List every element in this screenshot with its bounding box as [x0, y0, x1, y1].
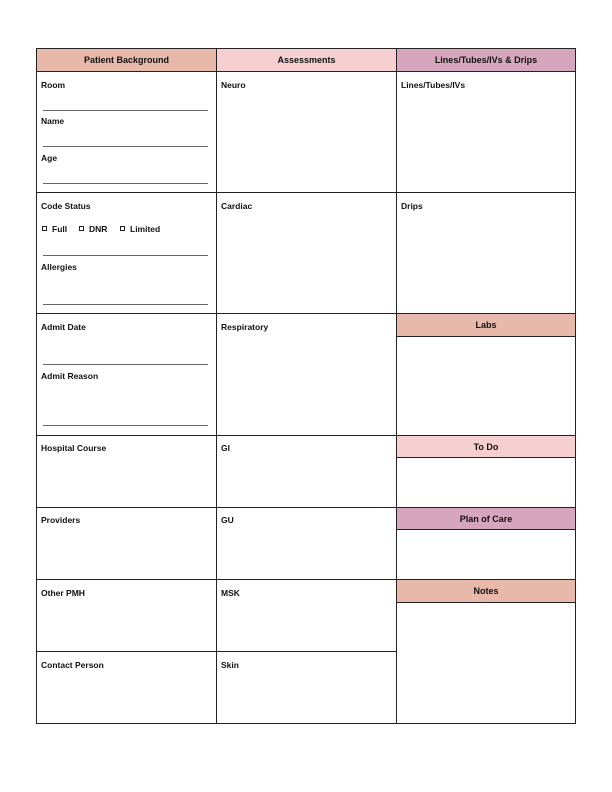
row-divider-5	[36, 579, 396, 580]
label-name: Name	[41, 116, 65, 126]
sheet-frame	[36, 48, 576, 724]
label-admit-reason: Admit Reason	[41, 371, 99, 381]
code-full-label: Full	[52, 224, 68, 234]
column-divider-1	[216, 48, 217, 724]
label-gu: GU	[221, 515, 234, 525]
row-divider-2	[36, 313, 396, 314]
header-patient-background: Patient Background	[37, 49, 216, 72]
label-admit-date: Admit Date	[41, 322, 86, 332]
label-contact-person: Contact Person	[41, 660, 104, 670]
age-field[interactable]	[43, 183, 208, 184]
label-msk: MSK	[221, 588, 240, 598]
label-lines-tubes-ivs: Lines/Tubes/IVs	[401, 80, 466, 90]
allergies-field[interactable]	[43, 304, 208, 305]
label-drips: Drips	[401, 201, 423, 211]
header-notes: Notes	[397, 580, 575, 603]
code-limited-checkbox[interactable]	[120, 226, 125, 231]
label-gi: GI	[221, 443, 230, 453]
row-divider-3	[36, 435, 396, 436]
code-dnr-checkbox[interactable]	[79, 226, 84, 231]
label-providers: Providers	[41, 515, 81, 525]
label-skin: Skin	[221, 660, 239, 670]
code-dnr-label: DNR	[89, 224, 108, 234]
row-divider-6	[36, 651, 396, 652]
header-labs: Labs	[397, 314, 575, 337]
label-allergies: Allergies	[41, 262, 77, 272]
admit-date-field[interactable]	[43, 364, 208, 365]
code-status-field[interactable]	[43, 255, 208, 256]
header-plan-of-care: Plan of Care	[397, 508, 575, 530]
code-full-checkbox[interactable]	[42, 226, 47, 231]
row-divider-1	[36, 192, 576, 193]
label-code-status: Code Status	[41, 201, 91, 211]
label-other-pmh: Other PMH	[41, 588, 85, 598]
label-age: Age	[41, 153, 58, 163]
label-cardiac: Cardiac	[221, 201, 253, 211]
header-lines-drips: Lines/Tubes/IVs & Drips	[397, 49, 575, 72]
name-field[interactable]	[43, 146, 208, 147]
row-divider-4	[36, 507, 396, 508]
column-divider-2	[396, 48, 397, 724]
label-hospital-course: Hospital Course	[41, 443, 107, 453]
room-field[interactable]	[43, 110, 208, 111]
header-todo: To Do	[397, 436, 575, 458]
label-room: Room	[41, 80, 66, 90]
label-respiratory: Respiratory	[221, 322, 269, 332]
code-limited-label: Limited	[130, 224, 161, 234]
label-neuro: Neuro	[221, 80, 246, 90]
admit-reason-field[interactable]	[43, 425, 208, 426]
header-assessments: Assessments	[217, 49, 396, 72]
